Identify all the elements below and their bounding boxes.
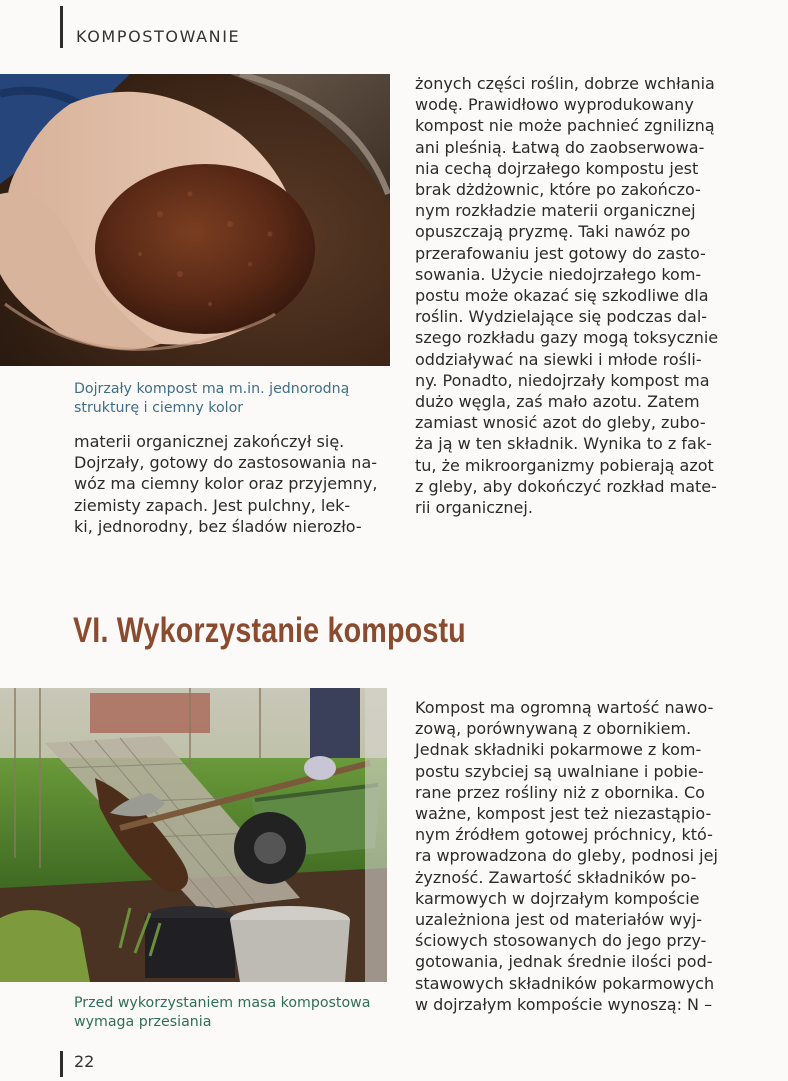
section-label: KOMPOSTOWANIE <box>76 27 241 46</box>
body-text-right-bottom: Kompost ma ogromną wartość nawo- zową, porównywaną z obornikiem. Jednak składniki pokarmowe z kom- postu szybciej są uwalniane i pobie- rane przez rośliny niż z obornika. Co ważne, kompost jest też niezastąpio- nym źródłem gotowej próchnicy, któ- ra wprowadzona do gleby, podnosi jej żyzność. Zawartość składników po- karmowych w dojrzałym kompoście uzależniona jest od materiałów wyj- ściowych stosowanych do jego przy- gotowania, jednak średnie ilości pod- stawowych składników pokarmowych w dojrzałym kompoście wynoszą: N – <box>415 698 718 1014</box>
compost-sifting-photo <box>0 688 387 982</box>
bottom-photo-caption: Przed wykorzystaniem masa kompostowa wymaga przesiania <box>74 995 371 1030</box>
header-rule <box>60 6 63 48</box>
body-text-right-top: żonych części roślin, dobrze wchłania wodę. Prawidłowo wyprodukowany kompost nie może pachnieć zgnilizną ani pleśnią. Łatwą do zaobserwowa- nia cechą dojrzałego kompostu jest brak dżdżownic, które po zakończo- nym rozkładzie materii organicznej opuszczają pryzmę. Taki nawóz po przerafowaniu jest gotowy do zasto- sowania. Użycie niedojrzałego kom- postu może okazać się szkodliwe dla roślin. Wydzielające się podczas dal- szego rozkładu gazy mogą toksycznie oddziaływać na siewki i młode rośli- ny. Ponadto, niedojrzały kompost ma dużo węgla, zaś mało azotu. Zatem zamiast wnosić azot do gleby, zubo- ża ją w ten składnik. Wynika to z fak- tu, że mikroorganizmy pobierają azot z gleby, aby dokończyć rozkład mate- rii organicznej. <box>415 74 719 518</box>
top-photo-caption: Dojrzały kompost ma m.in. jednorodną strukturę i ciemny kolor <box>74 381 350 416</box>
page-number: 22 <box>74 1052 95 1071</box>
body-text-left-top: materii organicznej zakończył się. Dojrzały, gotowy do zastosowania na- wóz ma ciemny kolor oraz przyjemny, ziemisty zapach. Jest pulchny, lek- ki, jednorodny, bez śladów nierozło- <box>74 432 378 536</box>
footer-rule <box>60 1051 63 1077</box>
section-title: VI. Wykorzystanie kompostu <box>73 611 466 650</box>
compost-hands-photo <box>0 74 390 366</box>
